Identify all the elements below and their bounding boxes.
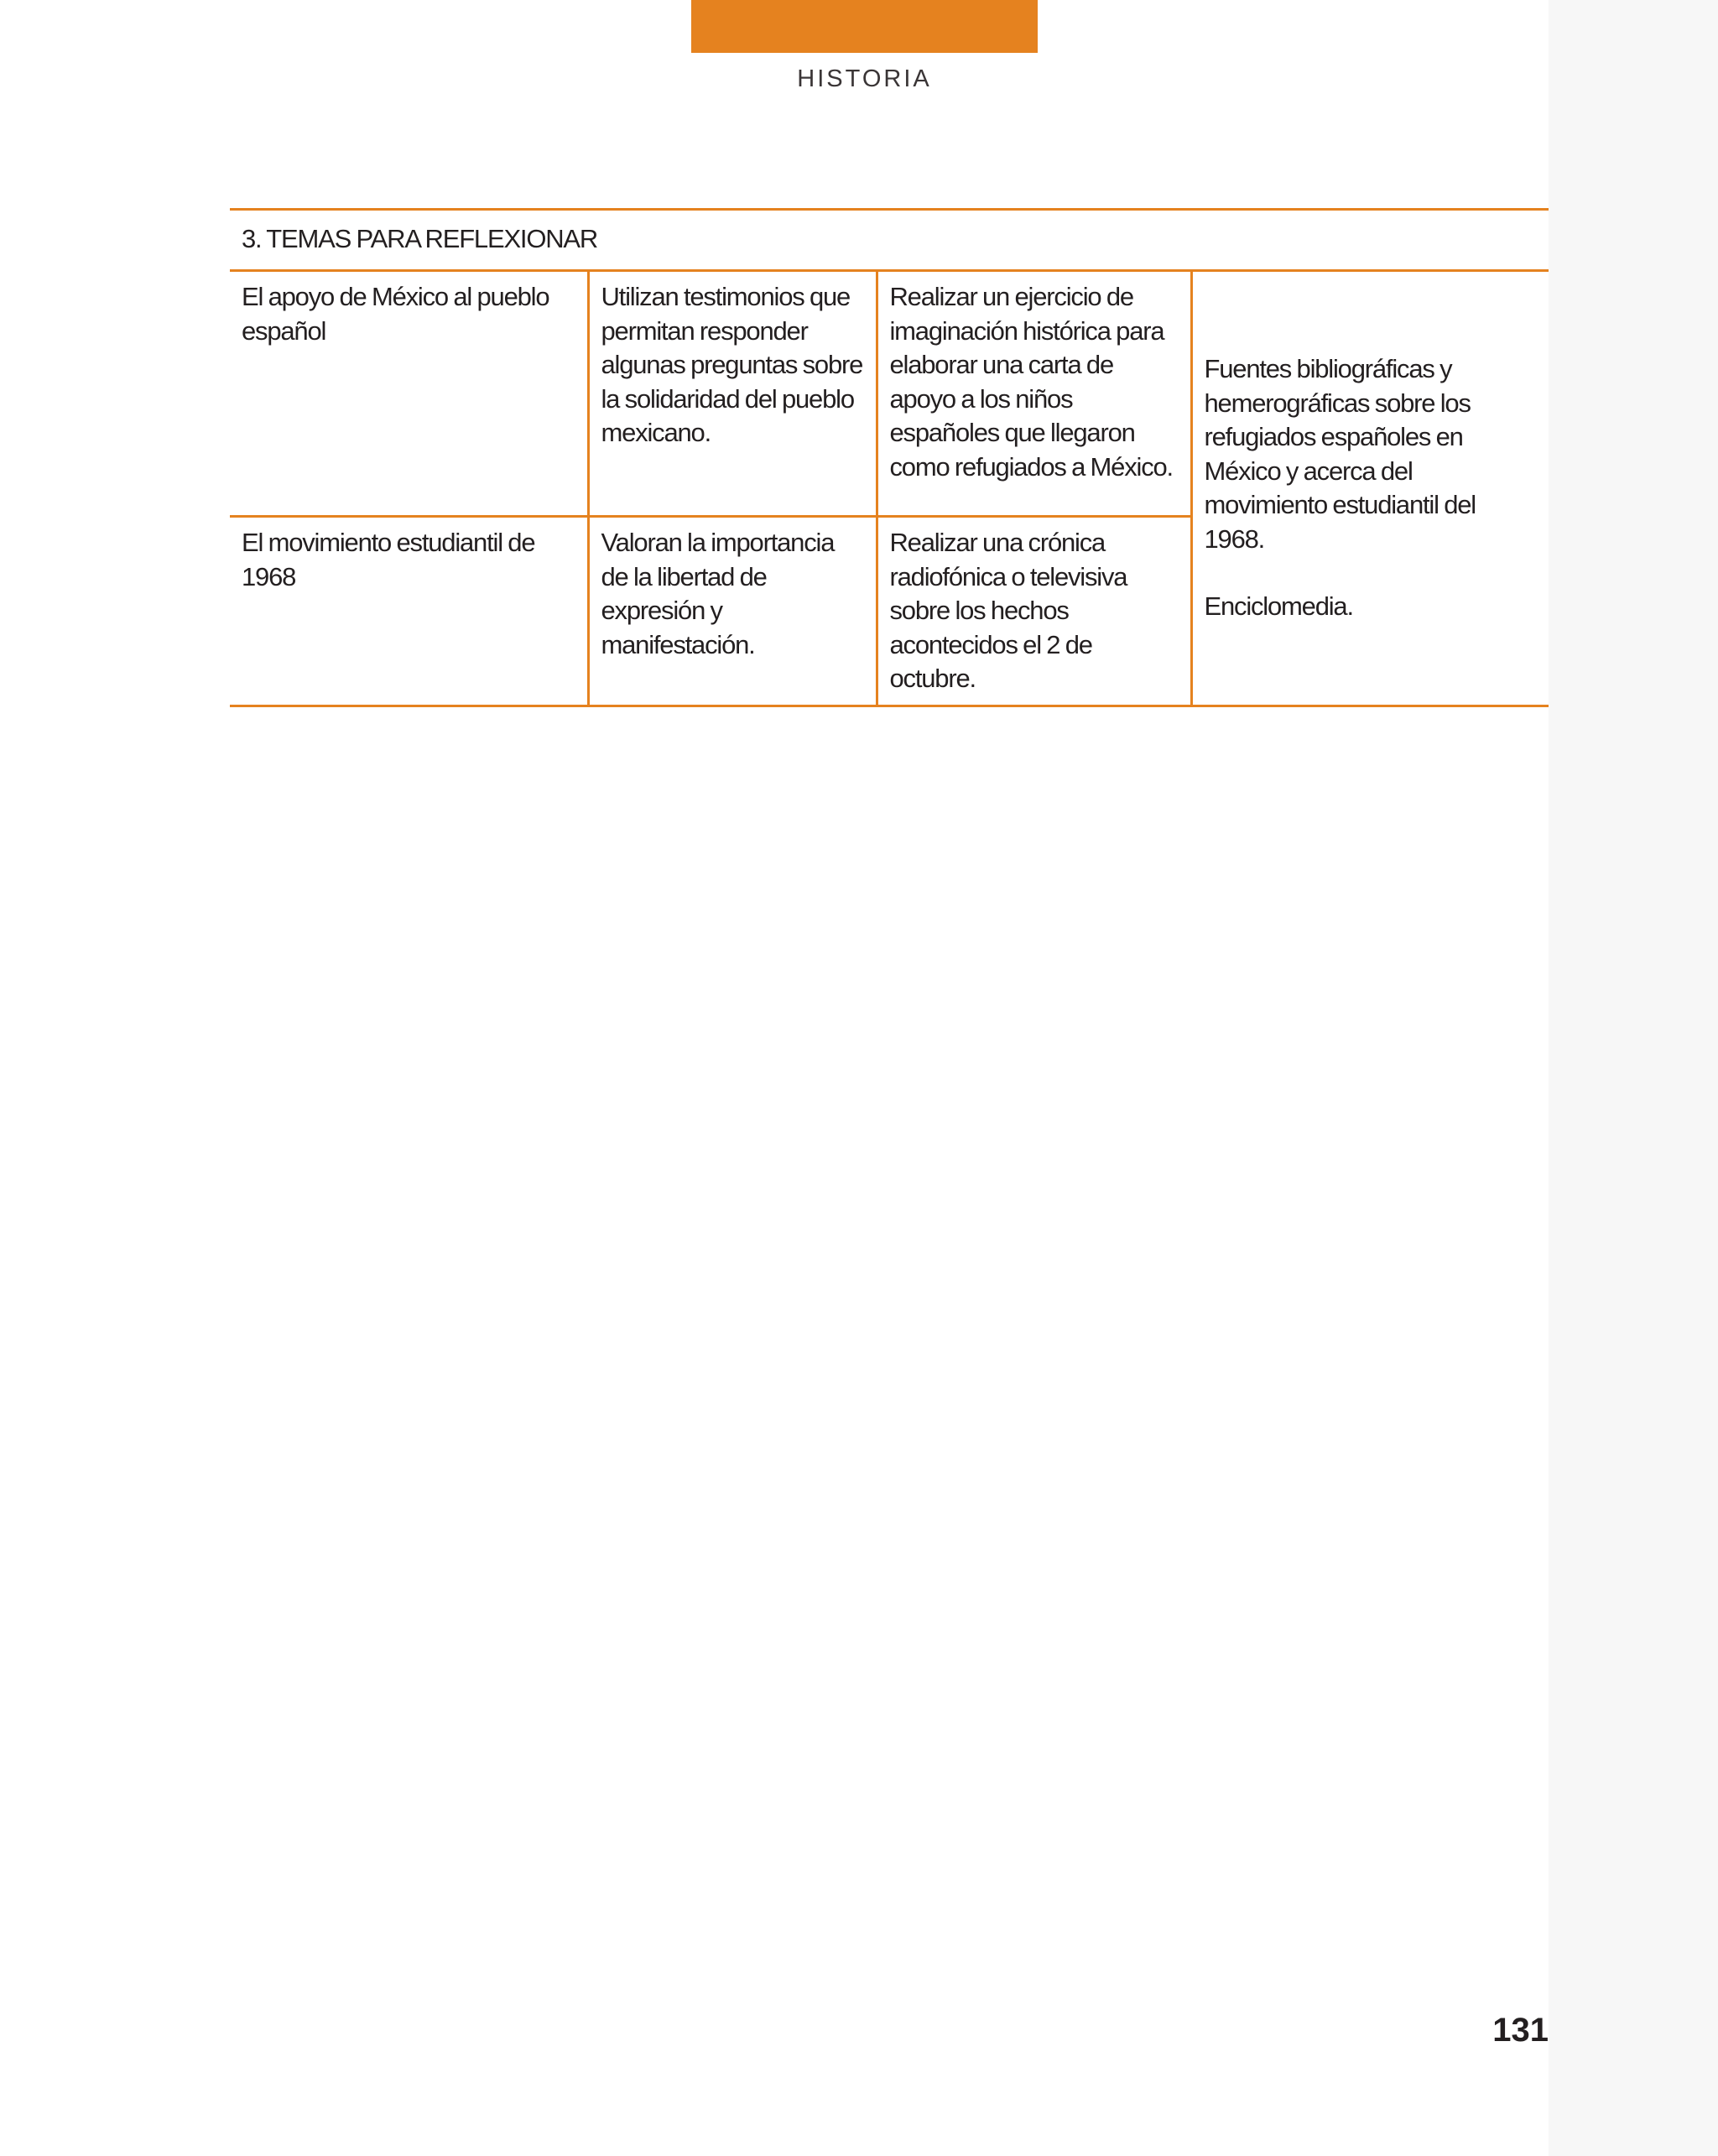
- resources-cell: [1191, 271, 1549, 706]
- resources-spacer: [1205, 556, 1539, 590]
- page-number: 131: [1492, 2012, 1549, 2049]
- section-heading: 3. TEMAS PARA REFLEXIONAR: [230, 210, 1549, 271]
- table-section-heading-row: [230, 210, 1549, 271]
- topic-cell: El movimiento estudiantil de 1968: [230, 517, 588, 706]
- topics-table-container: [230, 208, 1549, 707]
- header-accent-tab: [691, 0, 1038, 53]
- topic-cell: El apoyo de México al pueblo español: [230, 271, 588, 517]
- activity-cell: Realizar una crónica radiofónica o televisiva sobre los hechos acontecidos el 2 de octubre.: [877, 517, 1191, 706]
- table-row: [230, 271, 1549, 517]
- resources-media-text: Enciclomedia.: [1204, 591, 1353, 621]
- page-margin-strip: [1549, 0, 1718, 2156]
- activity-cell: Realizar un ejercicio de imaginación histórica para elaborar una carta de apoyo a los niños españoles que llegaron como refugiados a México.: [877, 271, 1191, 517]
- running-head-title: HISTORIA: [797, 65, 932, 92]
- learning-cell: Utilizan testimonios que permitan responder algunas preguntas sobre la solidaridad del pueblo mexicano.: [588, 271, 877, 517]
- learning-cell: Valoran la importancia de la libertad de expresión y manifestación.: [588, 517, 877, 706]
- topics-table: [230, 208, 1549, 707]
- resources-sources-text: Fuentes bibliográficas y hemerográficas sobre los refugiados españoles en México y acerca del movimiento estudiantil del 1968.: [1204, 354, 1476, 554]
